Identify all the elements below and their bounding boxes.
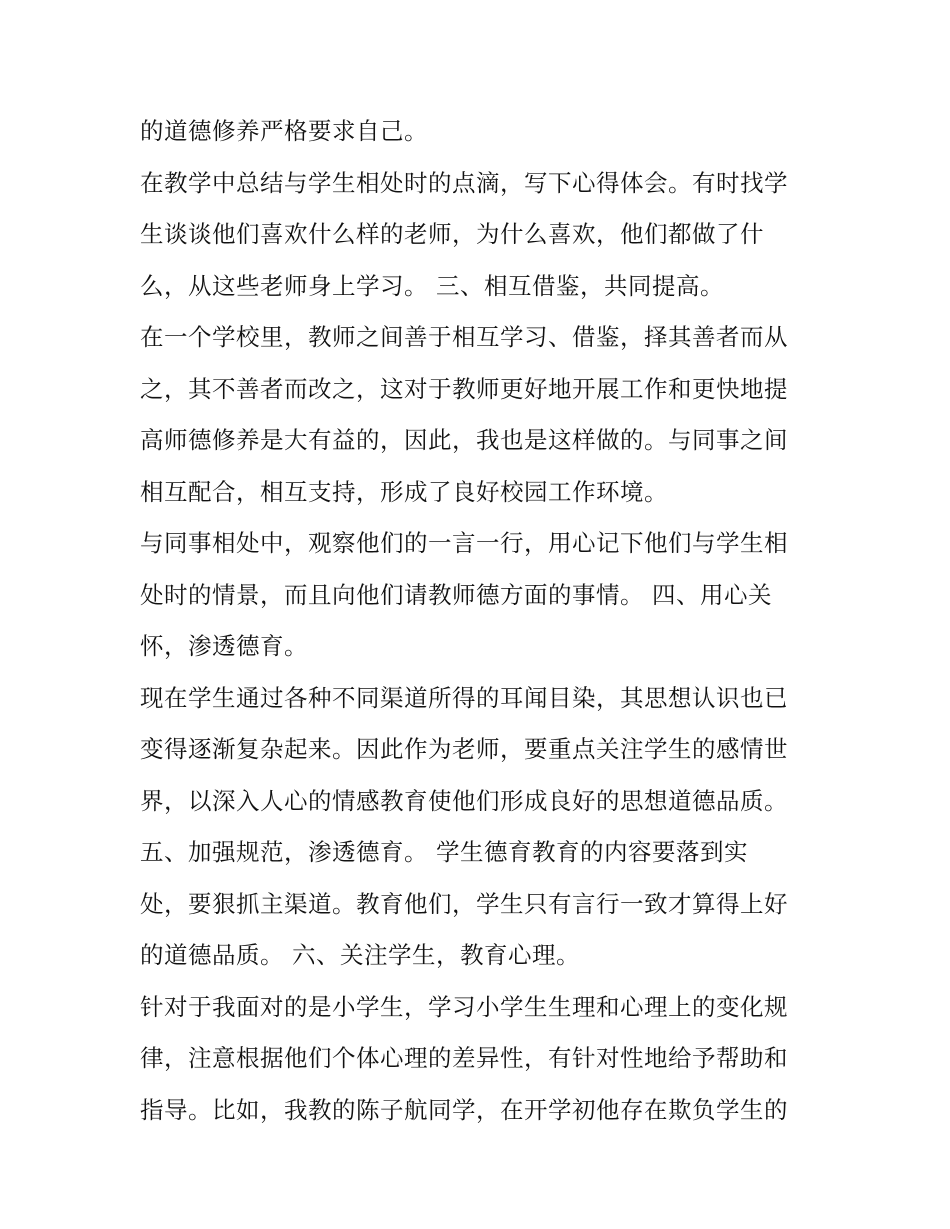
text-line: 律，注意根据他们个体心理的差异性，有针对性地给予帮助和	[140, 1044, 788, 1072]
text-line: 在一个学校里，教师之间善于相互学习、借鉴，择其善者而从	[140, 323, 788, 351]
text-line: 变得逐渐复杂起来。因此作为老师，要重点关注学生的感情世	[140, 735, 788, 763]
text-line: 高师德修养是大有益的，因此，我也是这样做的。与同事之间	[140, 426, 788, 454]
text-line: 生谈谈他们喜欢什么样的老师，为什么喜欢，他们都做了什	[140, 220, 764, 248]
text-line: 界，以深入人心的情感教育使他们形成良好的思想道德品质。	[140, 786, 788, 815]
text-line: 的道德品质。 六、关注学生，教育心理。	[140, 941, 580, 969]
text-line: 处时的情景，而且向他们请教师德方面的事情。 四、用心关	[140, 580, 772, 609]
text-line: 针对于我面对的是小学生，学习小学生生理和心理上的变化规	[140, 992, 788, 1021]
text-line: 怀，渗透德育。	[140, 632, 308, 660]
text-line: 与同事相处中，观察他们的一言一行，用心记下他们与学生相	[140, 529, 788, 557]
text-line: 之，其不善者而改之，这对于教师更好地开展工作和更快地提	[140, 374, 788, 403]
text-line: 在教学中总结与学生相处时的点滴，写下心得体会。有时找学	[140, 168, 788, 197]
text-line: 的道德修养严格要求自己。	[140, 117, 428, 145]
text-line: 处，要狠抓主渠道。教育他们，学生只有言行一致才算得上好	[140, 889, 788, 918]
document-body	[140, 106, 830, 1136]
text-line: 五、加强规范，渗透德育。 学生德育教育的内容要落到实	[140, 838, 748, 866]
text-line: 相互配合，相互支持，形成了良好校园工作环境。	[140, 477, 668, 506]
text-line: 现在学生通过各种不同渠道所得的耳闻目染，其思想认识也已	[140, 683, 788, 712]
text-line: 指导。比如，我教的陈子航同学，在开学初他存在欺负学生的	[140, 1095, 788, 1124]
text-line: 么，从这些老师身上学习。 三、相互借鉴，共同提高。	[140, 271, 724, 300]
